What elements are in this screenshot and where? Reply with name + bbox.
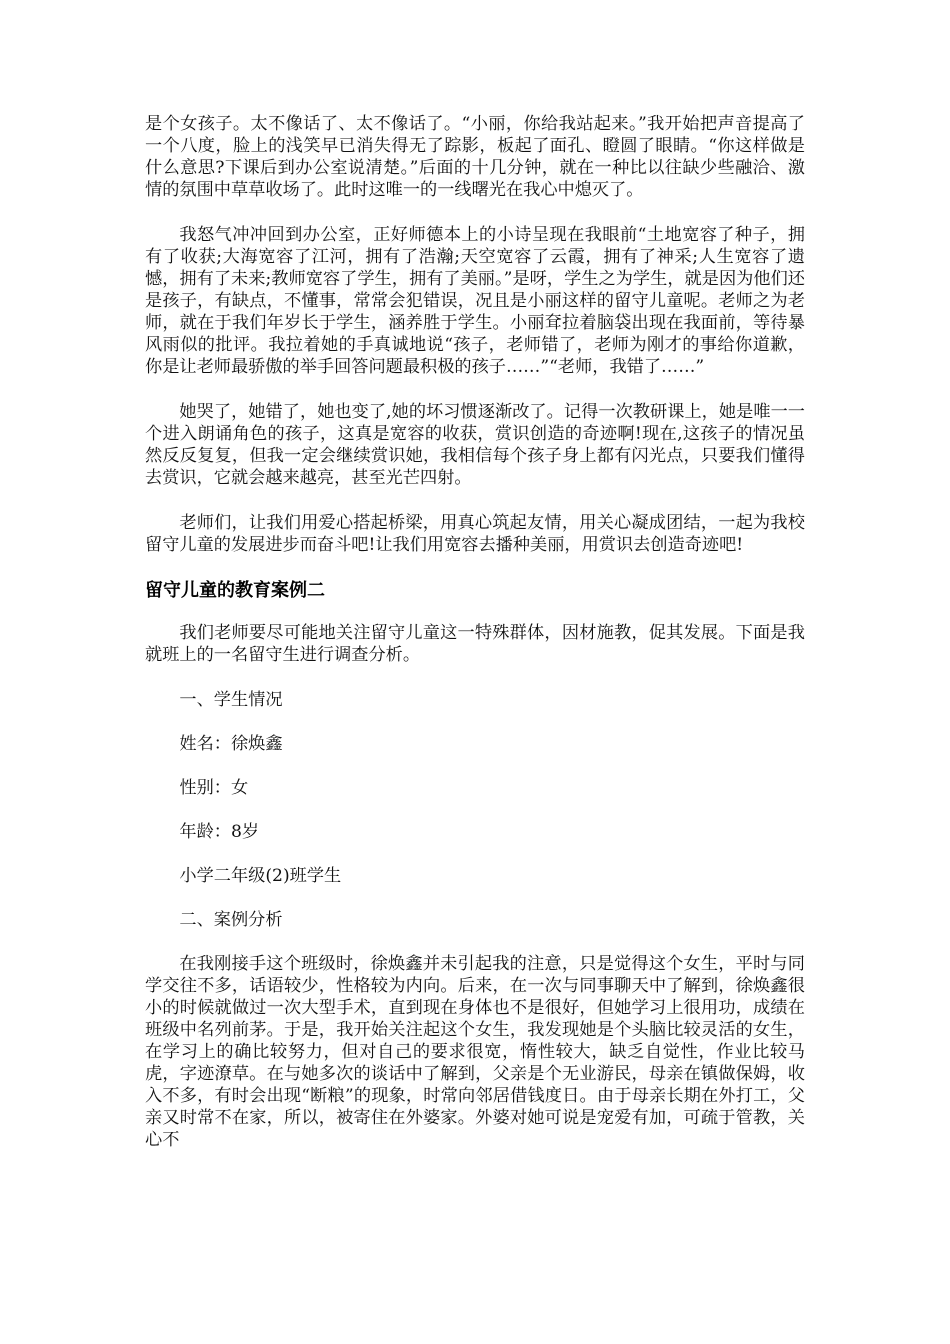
student-age: 年龄：8岁 (179, 822, 260, 842)
student-name: 姓名：徐焕鑫 (179, 734, 283, 754)
section-label-case-analysis: 二、案例分析 (179, 910, 283, 930)
paragraph-2: 我怒气冲冲回到办公室，正好师德本上的小诗呈现在我眼前“土地宽容了种子，拥有了收获;大海宽容了江河，拥有了浩瀚;天空宽容了云霞，拥有了神采;人生宽容了遗憾，拥有了未来;教师宽容了学生，拥有了美丽。”是呀，学生之为学生，就是因为他们还是孩子，有缺点，不懂事，常常会犯错误，况且是小丽这样的留守儿童呢。老师之为老师，就在于我们年岁长于学生，涵养胜于学生。小丽耷拉着脑袋出现在我面前，等待暴风雨似的批评。我拉着她的手真诚地说“孩子，老师错了，老师为刚才的事给你道歉，你是让老师最骄傲的举手回答问题最积极的孩子……”“老师，我错了……” (145, 225, 805, 377)
paragraph-4: 老师们，让我们用爱心搭起桥梁，用真心筑起友情，用关心凝成团结，一起为我校留守儿童的发展进步而奋斗吧!让我们用宽容去播种美丽，用赏识去创造奇迹吧! (145, 513, 805, 555)
section-heading: 留守儿童的教育案例二 (145, 580, 325, 601)
student-gender: 性别：女 (179, 778, 249, 798)
student-class: 小学二年级(2)班学生 (179, 866, 342, 886)
paragraph-1: 是个女孩子。太不像话了、太不像话了。“小丽，你给我站起来。”我开始把声音提高了一个八度，脸上的浅笑早已消失得无了踪影，板起了面孔、瞪圆了眼睛。“你这样做是什么意思?下课后到办公室说清楚。”后面的十几分钟，就在一种比以往缺少些融洽、激情的氛围中草草收场了。此时这唯一的一线曙光在我心中熄灭了。 (145, 114, 805, 200)
section-label-student-info: 一、学生情况 (179, 690, 283, 710)
paragraph-6: 在我刚接手这个班级时，徐焕鑫并未引起我的注意，只是觉得这个女生，平时与同学交往不多，话语较少，性格较为内向。后来，在一次与同事聊天中了解到，徐焕鑫很小的时候就做过一次大型手术，直到现在身体也不是很好，但她学习上很用功，成绩在班级中名列前茅。于是，我开始关注起这个女生，我发现她是个头脑比较灵活的女生，在学习上的确比较努力，但对自己的要求很宽，惰性较大，缺乏自觉性，作业比较马虎，字迹潦草。在与她多次的谈话中了解到，父亲是个无业游民，母亲在镇做保姆，收入不多，有时会出现“断粮”的现象，时常向邻居借钱度日。由于母亲长期在外打工，父亲又时常不在家，所以，被寄住在外婆家。外婆对她可说是宠爱有加，可疏于管教，关心不 (145, 954, 805, 1150)
paragraph-3: 她哭了，她错了，她也变了,她的坏习惯逐渐改了。记得一次教研课上，她是唯一一个进入朗诵角色的孩子，这真是宽容的收获，赏识创造的奇迹啊!现在,这孩子的情况虽然反反复复，但我一定会继续赏识她，我相信每个孩子身上都有闪光点，只要我们懂得去赏识，它就会越来越亮，甚至光芒四射。 (145, 402, 805, 488)
paragraph-5: 我们老师要尽可能地关注留守儿童这一特殊群体，因材施教，促其发展。下面是我就班上的一名留守生进行调查分析。 (145, 623, 805, 665)
document-page (145, 113, 805, 1174)
